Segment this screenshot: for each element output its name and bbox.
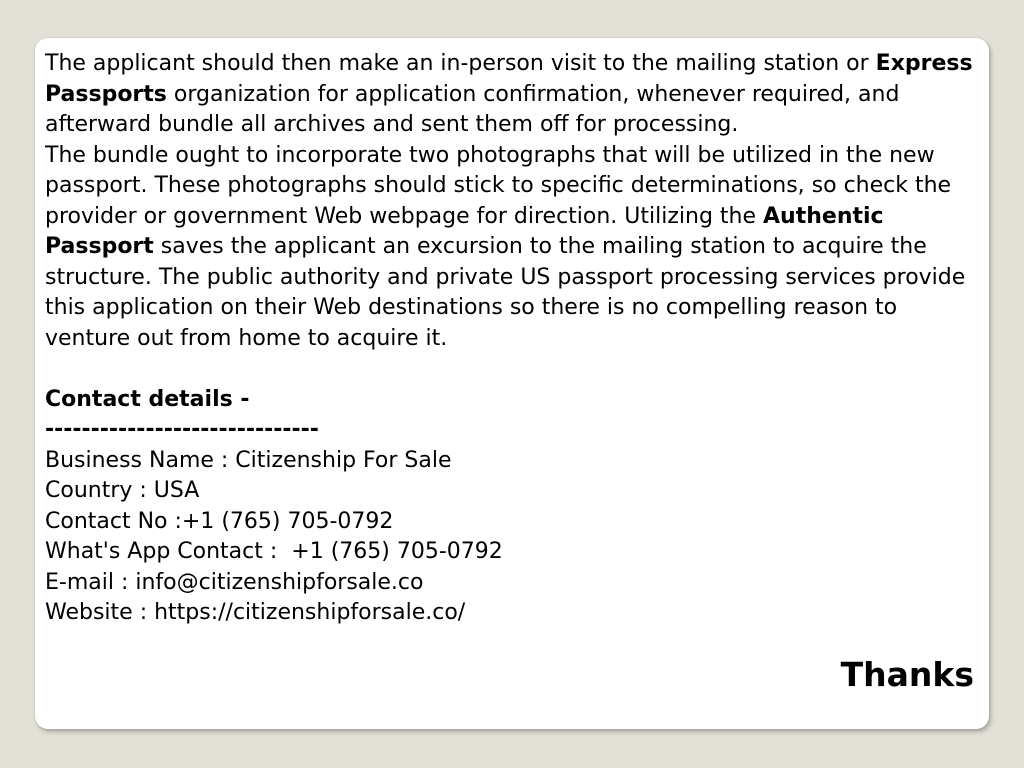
paragraph-2-text-b: saves the applicant an excursion to the mailing station to acquire the structure. The public authority and private US passport processing services provide this application on their Web destinations so there is no compelling reason to venture out from home to acquire it. [45, 234, 966, 351]
contact-number-line: Contact No :+1 (765) 705-0792 [45, 508, 394, 534]
paragraph-1-text-a: The applicant should then make an in-person visit to the mailing station or [45, 51, 876, 76]
whatsapp-line: What's App Contact : +1 (765) 705-0792 [45, 539, 503, 564]
spacer [45, 354, 985, 385]
contact-heading: Contact details - [45, 386, 250, 412]
website-line: Website : https://citizenshipforsale.co/ [45, 600, 466, 625]
business-name-line: Business Name : Citizenship For Sale [45, 447, 452, 473]
paragraph-2-text-a: The bundle ought to incorporate two photographs that will be utilized in the new passport. These photographs should stick to specific determinations, so check the provider or government Web webpage for direction. Utilizing the [45, 142, 952, 229]
email-line: E-mail : info@citizenshipforsale.co [45, 569, 424, 595]
contact-divider: ------------------------------ [45, 417, 319, 442]
express-passports-link-text: Express Passports [45, 51, 973, 107]
authentic-passport-link-text: Authentic Passport [45, 203, 884, 259]
country-line: Country : USA [45, 478, 200, 503]
slide-text [45, 49, 985, 629]
paragraph-2 [45, 141, 985, 355]
thanks-text: Thanks [840, 655, 974, 694]
paragraph-1 [45, 49, 985, 141]
paragraph-1-text-b: organization for application confirmation, whenever required, and afterward bundle all archives and sent them off for processing. [45, 81, 900, 137]
